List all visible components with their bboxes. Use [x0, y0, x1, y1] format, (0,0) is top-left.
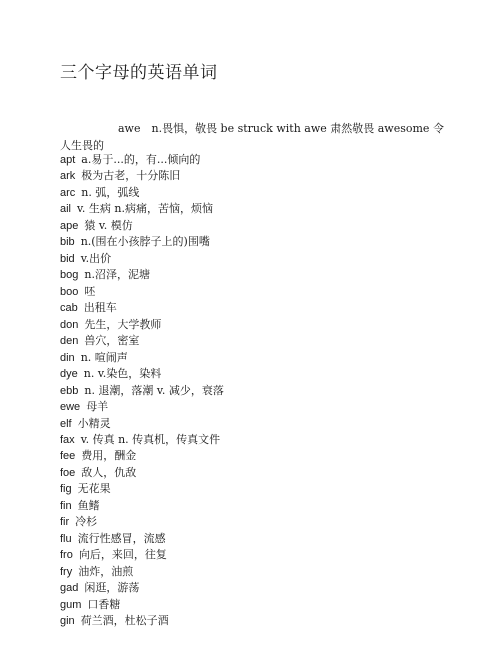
vocab-definition: v. 传真 n. 传真机，传真文件 — [80, 432, 221, 446]
vocab-entry — [60, 613, 460, 629]
vocab-word: ebb — [60, 384, 79, 397]
vocab-word: gin — [60, 615, 75, 628]
vocab-entry — [60, 284, 460, 300]
vocab-entry — [60, 399, 460, 415]
vocab-entry — [60, 383, 460, 399]
vocab-word: bog — [60, 269, 79, 282]
vocab-definition: 无花果 — [77, 482, 111, 496]
vocab-definition: 冷杉 — [75, 515, 98, 529]
vocab-word: gum — [60, 598, 82, 611]
vocab-entry — [60, 185, 460, 201]
vocab-word: fin — [60, 499, 72, 512]
vocab-entry — [60, 416, 460, 432]
vocab-word: fry — [60, 565, 73, 578]
vocab-definition: 猿 v. 模仿 — [84, 218, 133, 232]
vocab-word: cab — [60, 302, 78, 315]
vocab-word: fir — [60, 516, 70, 529]
vocab-definition: 油炸，油煎 — [78, 564, 134, 578]
vocab-word: fig — [60, 483, 72, 496]
vocab-definition: n. v.染色，染料 — [83, 367, 162, 381]
vocab-word: din — [60, 351, 75, 364]
vocab-definition: 向后，来回，往复 — [78, 548, 167, 562]
vocab-word: ark — [60, 170, 76, 183]
vocab-definition: 极为古老，十分陈旧 — [81, 169, 181, 183]
vocab-entry — [60, 234, 460, 250]
vocab-word: gad — [60, 582, 79, 595]
vocab-entry — [60, 168, 460, 184]
vocab-word: bib — [60, 236, 75, 249]
vocab-definition: 小精灵 — [77, 416, 111, 430]
vocab-word: apt — [60, 154, 76, 166]
vocab-word: flu — [60, 532, 72, 545]
vocab-entry — [60, 333, 460, 349]
vocab-entry — [60, 350, 460, 366]
vocab-word: foe — [60, 466, 76, 479]
vocab-word: ail — [60, 203, 72, 216]
vocab-entry — [60, 547, 460, 563]
vocab-word: den — [60, 335, 79, 348]
vocab-definition: 母羊 — [86, 400, 109, 414]
vocab-definition: v.出价 — [80, 251, 112, 265]
vocab-entry — [60, 317, 460, 333]
vocab-entry — [60, 531, 460, 547]
vocab-entry — [60, 597, 460, 613]
intro-entry-awe — [60, 120, 444, 154]
vocab-definition: 流行性感冒，流感 — [77, 531, 166, 545]
vocab-word: boo — [60, 285, 79, 298]
vocab-definition: 兽穴，密室 — [84, 334, 140, 348]
vocab-definition: 鱼鳍 — [77, 498, 100, 512]
vocab-definition: 口香糖 — [87, 597, 121, 611]
vocab-entry — [60, 218, 460, 234]
vocab-definition: n. 退潮，落潮 v. 减少，衰落 — [84, 383, 224, 397]
intro-line-1: awe n.畏惧，敬畏 be struck with awe 肃然敬畏 awesome 令 — [118, 122, 444, 135]
vocab-definition: 出租车 — [83, 301, 117, 315]
vocab-definition: 费用，酬金 — [81, 449, 137, 463]
vocab-word: elf — [60, 417, 72, 430]
vocab-entry — [60, 300, 460, 316]
vocab-word: fee — [60, 450, 76, 463]
vocab-word: ewe — [60, 401, 81, 414]
vocab-entry — [60, 564, 460, 580]
vocab-definition: n. 喧闹声 — [80, 350, 128, 364]
vocab-entry — [60, 201, 460, 217]
intro-line-2: 人生畏的 — [60, 139, 104, 152]
vocab-entry — [60, 465, 460, 481]
vocab-definition: 呸 — [84, 284, 96, 298]
vocab-entry — [60, 514, 460, 530]
vocab-definition: 敌人，仇敌 — [81, 465, 137, 479]
vocab-definition: n.(围在小孩脖子上的)围嘴 — [80, 235, 210, 249]
vocab-word: fro — [60, 549, 73, 562]
vocab-entry — [60, 481, 460, 497]
vocab-entry — [60, 251, 460, 267]
vocab-word: fax — [60, 433, 75, 446]
vocab-entry — [60, 448, 460, 464]
vocab-word: don — [60, 318, 79, 331]
document-title: 三个字母的英语单词 — [60, 63, 218, 83]
vocab-entry — [60, 366, 460, 382]
vocab-entry — [60, 152, 460, 168]
vocab-definition: v. 生病 n.病痛，苦恼，烦恼 — [77, 202, 213, 216]
vocab-definition: 荷兰酒，杜松子酒 — [80, 614, 169, 628]
vocab-word: bid — [60, 252, 75, 265]
vocab-definition: a.易于...的，有...倾向的 — [81, 153, 201, 166]
vocab-word: ape — [60, 219, 79, 232]
vocab-entry — [60, 432, 460, 448]
vocab-word: dye — [60, 368, 78, 381]
vocab-entry — [60, 498, 460, 514]
vocab-entry — [60, 267, 460, 283]
vocab-definition: n. 弧，弧线 — [81, 185, 140, 199]
vocab-definition: 闲逛，游荡 — [84, 581, 140, 595]
vocab-definition: n.沼泽，泥塘 — [84, 268, 150, 282]
vocabulary-list — [60, 152, 460, 630]
vocab-entry — [60, 580, 460, 596]
vocab-definition: 先生，大学教师 — [84, 317, 162, 331]
vocab-word: arc — [60, 186, 76, 199]
